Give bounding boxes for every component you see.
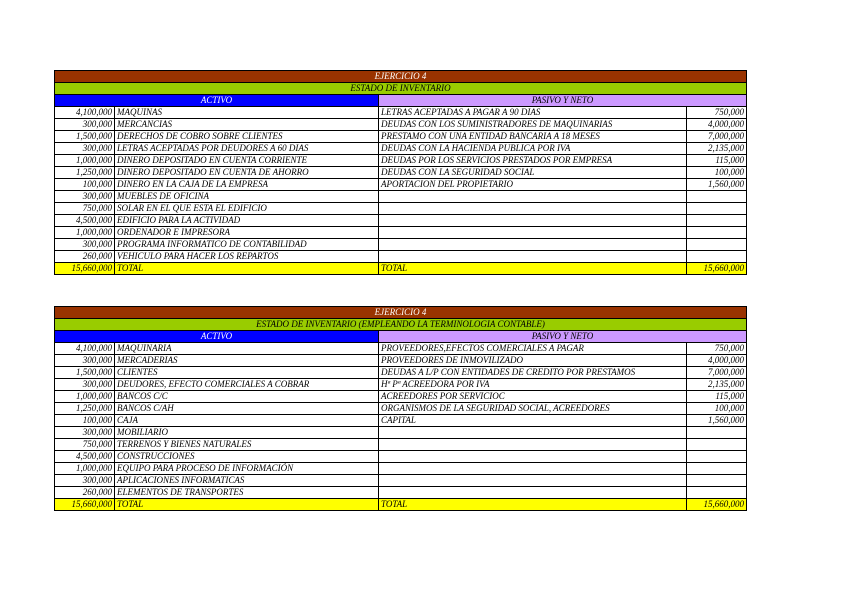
activo-value: 4,100,000 — [55, 343, 115, 355]
table-row — [55, 179, 747, 191]
activo-label: MAQUINARIA — [115, 343, 379, 355]
table-row — [55, 227, 747, 239]
pasivo-label — [379, 451, 687, 463]
total-pasivo-label: TOTAL — [379, 263, 687, 275]
table-row — [55, 487, 747, 499]
pasivo-label: DEUDAS A L/P CON ENTIDADES DE CREDITO POR PRESTAMOS — [379, 367, 687, 379]
pasivo-label — [379, 215, 687, 227]
pasivo-label: APORTACION DEL PROPIETARIO — [379, 179, 687, 191]
pasivo-label: ACREEDORES POR SERVICIOC — [379, 391, 687, 403]
activo-value: 1,500,000 — [55, 367, 115, 379]
activo-value: 4,100,000 — [55, 107, 115, 119]
table-row — [55, 463, 747, 475]
activo-value: 300,000 — [55, 119, 115, 131]
pasivo-value — [687, 463, 747, 475]
ejercicio-title: EJERCICIO 4 — [55, 307, 747, 319]
pasivo-label — [379, 427, 687, 439]
pasivo-label — [379, 475, 687, 487]
pasivo-value — [687, 439, 747, 451]
pasivo-label: DEUDAS POR LOS SERVICIOS PRESTADOS POR EMPRESA — [379, 155, 687, 167]
activo-label: VEHICULO PARA HACER LOS REPARTOS — [115, 251, 379, 263]
pasivo-label: DEUDAS CON LA HACIENDA PUBLICA POR IVA — [379, 143, 687, 155]
table-row — [55, 215, 747, 227]
inventario-body — [55, 71, 747, 275]
pasivo-value: 4,000,000 — [687, 119, 747, 131]
total-row — [55, 263, 747, 275]
pasivo-value — [687, 227, 747, 239]
activo-value: 300,000 — [55, 191, 115, 203]
pasivo-label — [379, 487, 687, 499]
ejercicio-title: EJERCICIO 4 — [55, 71, 747, 83]
inventario-band — [55, 83, 747, 95]
pasivo-value: 750,000 — [687, 343, 747, 355]
activo-label: MERCADERIAS — [115, 355, 379, 367]
activo-label: MAQUINAS — [115, 107, 379, 119]
inventario-table — [54, 70, 747, 275]
activo-value: 1,500,000 — [55, 131, 115, 143]
table-row — [55, 439, 747, 451]
table-row — [55, 355, 747, 367]
pasivo-value: 7,000,000 — [687, 131, 747, 143]
activo-label: DINERO EN LA CAJA DE LA EMPRESA — [115, 179, 379, 191]
pasivo-label — [379, 227, 687, 239]
activo-label: PROGRAMA INFORMATICO DE CONTABILIDAD — [115, 239, 379, 251]
pasivo-value: 100,000 — [687, 167, 747, 179]
total-pasivo-label: TOTAL — [379, 499, 687, 511]
activo-value: 100,000 — [55, 179, 115, 191]
activo-value: 1,000,000 — [55, 155, 115, 167]
pasivo-label — [379, 203, 687, 215]
pasivo-value: 115,000 — [687, 391, 747, 403]
pasivo-value: 7,000,000 — [687, 367, 747, 379]
table-row — [55, 251, 747, 263]
pasivo-value: 100,000 — [687, 403, 747, 415]
pasivo-value: 1,560,000 — [687, 179, 747, 191]
activo-value: 4,500,000 — [55, 215, 115, 227]
pasivo-value: 750,000 — [687, 107, 747, 119]
pasivo-value: 1,560,000 — [687, 415, 747, 427]
pasivo-value — [687, 427, 747, 439]
activo-value: 4,500,000 — [55, 451, 115, 463]
column-header-row — [55, 331, 747, 343]
table-row — [55, 427, 747, 439]
pasivo-label — [379, 239, 687, 251]
pasivo-label: LETRAS ACEPTADAS A PAGAR A 90 DIAS — [379, 107, 687, 119]
activo-label: LETRAS ACEPTADAS POR DEUDORES A 60 DIAS — [115, 143, 379, 155]
activo-label: MERCANCIAS — [115, 119, 379, 131]
pasivo-value: 2,135,000 — [687, 379, 747, 391]
activo-value: 1,000,000 — [55, 391, 115, 403]
activo-value: 300,000 — [55, 143, 115, 155]
total-activo-value: 15,660,000 — [55, 499, 115, 511]
pasivo-value — [687, 239, 747, 251]
activo-value: 260,000 — [55, 487, 115, 499]
pasivo-value — [687, 215, 747, 227]
activo-label: DINERO DEPOSITADO EN CUENTA CORRIENTE — [115, 155, 379, 167]
pasivo-value — [687, 191, 747, 203]
table-row — [55, 475, 747, 487]
ejercicio-band — [55, 71, 747, 83]
activo-value: 300,000 — [55, 355, 115, 367]
activo-label: EDIFICIO PARA LA ACTIVIDAD — [115, 215, 379, 227]
activo-label: TERRENOS Y BIENES NATURALES — [115, 439, 379, 451]
total-activo-label: TOTAL — [115, 499, 379, 511]
activo-label: DEUDORES, EFECTO COMERCIALES A COBRAR — [115, 379, 379, 391]
pasivo-value — [687, 475, 747, 487]
pasivo-value: 2,135,000 — [687, 143, 747, 155]
pasivo-value: 4,000,000 — [687, 355, 747, 367]
total-row — [55, 499, 747, 511]
activo-label: CONSTRUCCIONES — [115, 451, 379, 463]
table-row — [55, 379, 747, 391]
pasivo-label: CAPITAL — [379, 415, 687, 427]
activo-label: CLIENTES — [115, 367, 379, 379]
activo-label: BANCOS C/AH — [115, 403, 379, 415]
pasivo-label — [379, 251, 687, 263]
pasivo-label: PROVEEDORES DE INMOVILIZADO — [379, 355, 687, 367]
pasivo-value — [687, 251, 747, 263]
activo-header: ACTIVO — [55, 95, 379, 107]
activo-label: MOBILIARIO — [115, 427, 379, 439]
table-row — [55, 131, 747, 143]
table-row — [55, 403, 747, 415]
pasivo-header: PASIVO Y NETO — [379, 95, 747, 107]
pasivo-label — [379, 191, 687, 203]
inventario-title: ESTADO DE INVENTARIO — [55, 83, 747, 95]
activo-value: 1,000,000 — [55, 227, 115, 239]
table-row — [55, 239, 747, 251]
table-row — [55, 203, 747, 215]
activo-label: BANCOS C/C — [115, 391, 379, 403]
activo-label: ELEMENTOS DE TRANSPORTES — [115, 487, 379, 499]
activo-label: DINERO DEPOSITADO EN CUENTA DE AHORRO — [115, 167, 379, 179]
pasivo-label: PRESTAMO CON UNA ENTIDAD BANCARIA A 18 MESES — [379, 131, 687, 143]
activo-label: EQUIPO PARA PROCESO DE INFORMACIÓN — [115, 463, 379, 475]
pasivo-header: PASIVO Y NETO — [379, 331, 747, 343]
activo-value: 750,000 — [55, 203, 115, 215]
pasivo-label: PROVEEDORES,EFECTOS COMERCIALES A PAGAR — [379, 343, 687, 355]
pasivo-label: DEUDAS CON LA SEGURIDAD SOCIAL — [379, 167, 687, 179]
total-activo-value: 15,660,000 — [55, 263, 115, 275]
activo-label: CAJA — [115, 415, 379, 427]
activo-value: 300,000 — [55, 379, 115, 391]
total-activo-label: TOTAL — [115, 263, 379, 275]
table-row — [55, 343, 747, 355]
activo-label: APLICACIONES INFORMATICAS — [115, 475, 379, 487]
table-row — [55, 155, 747, 167]
activo-header: ACTIVO — [55, 331, 379, 343]
table-row — [55, 451, 747, 463]
table-row — [55, 391, 747, 403]
total-pasivo-value: 15,660,000 — [687, 263, 747, 275]
pasivo-value — [687, 203, 747, 215]
inventario-contable-table — [54, 306, 747, 511]
inventario-contable-body — [55, 307, 747, 511]
pasivo-label — [379, 439, 687, 451]
activo-value: 300,000 — [55, 475, 115, 487]
activo-value: 260,000 — [55, 251, 115, 263]
activo-value: 1,000,000 — [55, 463, 115, 475]
ejercicio-band — [55, 307, 747, 319]
pasivo-label — [379, 463, 687, 475]
activo-label: MUEBLES DE OFICINA — [115, 191, 379, 203]
activo-label: DERECHOS DE COBRO SOBRE CLIENTES — [115, 131, 379, 143]
activo-value: 1,250,000 — [55, 167, 115, 179]
pasivo-label: DEUDAS CON LOS SUMINISTRADORES DE MAQUINARIAS — [379, 119, 687, 131]
table-row — [55, 415, 747, 427]
pasivo-value — [687, 451, 747, 463]
inventario-band — [55, 319, 747, 331]
table-row — [55, 143, 747, 155]
table-row — [55, 367, 747, 379]
pasivo-label: ORGANISMOS DE LA SEGURIDAD SOCIAL, ACREEDORES — [379, 403, 687, 415]
activo-value: 1,250,000 — [55, 403, 115, 415]
activo-label: SOLAR EN EL QUE ESTA EL EDIFICIO — [115, 203, 379, 215]
table-row — [55, 167, 747, 179]
activo-value: 300,000 — [55, 427, 115, 439]
activo-value: 300,000 — [55, 239, 115, 251]
table-row — [55, 191, 747, 203]
activo-value: 100,000 — [55, 415, 115, 427]
table-row — [55, 107, 747, 119]
pasivo-value — [687, 487, 747, 499]
column-header-row — [55, 95, 747, 107]
activo-value: 750,000 — [55, 439, 115, 451]
pasivo-label: Hª Pª ACREEDORA POR IVA — [379, 379, 687, 391]
total-pasivo-value: 15,660,000 — [687, 499, 747, 511]
inventario-title: ESTADO DE INVENTARIO (EMPLEANDO LA TERMINOLOGIA CONTABLE) — [55, 319, 747, 331]
table-row — [55, 119, 747, 131]
pasivo-value: 115,000 — [687, 155, 747, 167]
activo-label: ORDENADOR E IMPRESORA — [115, 227, 379, 239]
